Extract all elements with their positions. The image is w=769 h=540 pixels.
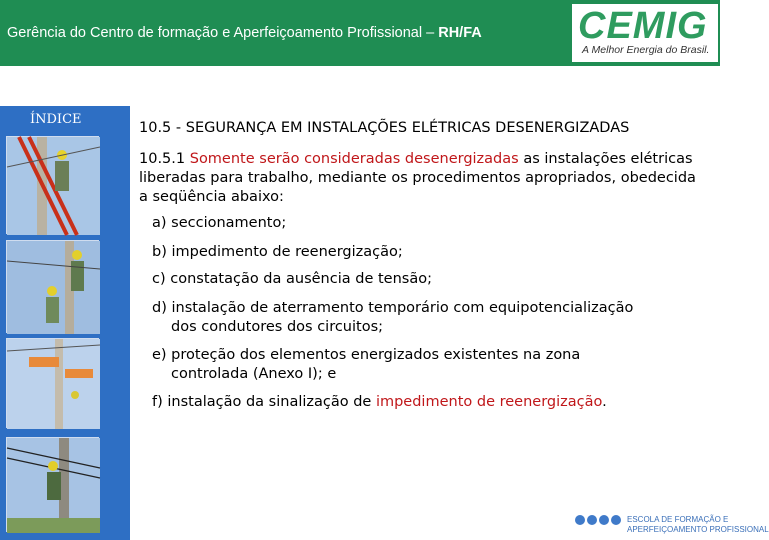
- item-f-prefix: f) instalação da sinalização de: [152, 394, 372, 410]
- item-f-highlight: impedimento de reenergização: [375, 394, 603, 410]
- list-item: [152, 214, 712, 233]
- header-dept: RH/FA: [438, 25, 482, 41]
- school-logo: [575, 510, 769, 538]
- header-bar: [0, 0, 720, 66]
- para-rest: as instalações elétricas liberadas para trabalho, mediante os procedimentos apropriados, obedecida a seqüência abaixo:: [139, 151, 696, 205]
- item-f-suffix: .: [602, 394, 607, 410]
- logo-tagline: A Melhor Energia do Brasil.: [582, 44, 710, 56]
- section-paragraph: [139, 150, 699, 207]
- list-item: [152, 243, 712, 262]
- cemig-logo: [572, 4, 718, 62]
- school-logo-line2: APERFEIÇOAMENTO PROFISSIONAL: [627, 525, 769, 534]
- list-item: [152, 346, 712, 384]
- header-title: [7, 25, 482, 41]
- school-logo-line1: ESCOLA DE FORMAÇÃO E: [627, 515, 729, 524]
- list-item: [152, 393, 712, 412]
- list-item-text: d) instalação de aterramento temporário com equipotencialização: [152, 300, 634, 316]
- lineman-photo-1: [6, 136, 99, 234]
- school-logo-text: [627, 515, 769, 535]
- lineman-photo-3: [6, 338, 99, 428]
- list-item-continuation: controlada (Anexo I); e: [171, 366, 337, 382]
- lineman-photo-4: [6, 437, 99, 532]
- list-item-text: b) impedimento de reenergização;: [152, 244, 403, 260]
- list-item-text: e) proteção dos elementos energizados existentes na zona: [152, 347, 581, 363]
- list-item: [152, 299, 712, 337]
- list-item: [152, 270, 712, 289]
- logo-wordmark: CEMIG: [578, 5, 708, 47]
- lineman-photo-2: [6, 240, 99, 333]
- list-item-text: a) seccionamento;: [152, 215, 287, 231]
- section-heading: 10.5 - SEGURANÇA EM INSTALAÇÕES ELÉTRICAS DESENERGIZADAS: [139, 120, 630, 136]
- list-item-continuation: dos condutores dos circuitos;: [171, 319, 384, 335]
- list-item-text: c) constatação da ausência de tensão;: [152, 271, 432, 287]
- para-highlight: Somente serão consideradas desenergizadas: [189, 151, 519, 167]
- index-link[interactable]: ÍNDICE: [30, 112, 82, 127]
- header-title-text: Gerência do Centro de formação e Aperfeiçoamento Profissional –: [7, 25, 435, 41]
- para-number: 10.5.1: [139, 151, 186, 167]
